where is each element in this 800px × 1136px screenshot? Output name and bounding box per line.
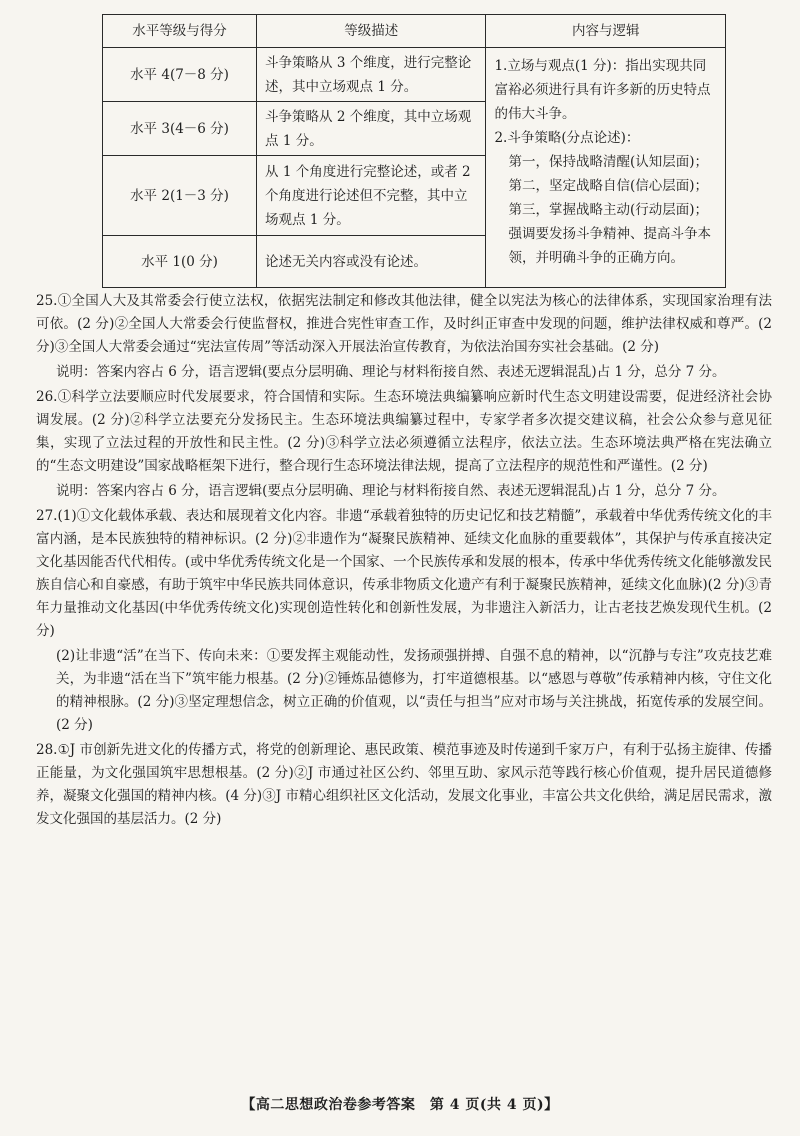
question-number: 26. [36,389,58,405]
answer-part-1: (1)①文化载体承载、表达和展现着文化内容。非遗“承载着独特的历史记忆和技艺精髓”，承载着中华优秀传统文化的丰富内涵，是本民族独特的精神标识。(2 分)②非遗作为“凝聚民族精神、延续文化血脉的重要载体”，其保护与传承直接决定文化基因能否代代相传。(或中华优秀传统文化是一个国家、一个民族传承和发展的根本，传承中华优秀传统文化能够激发民族自信心和自豪感，有助于筑牢中华民族共同体意识，传承非物质文化遗产有利于凝聚民族精神，延续文化血脉)(2 分)③青年力量推动文化基因(中华优秀传统文化)实现创造性转化和创新性发展，为非遗注入新活力，让古老技艺焕发现代生机。(2 分) [36,508,772,639]
logic-point-3: 第一，保持战略清醒(认知层面)；第二，坚定战略自信(信心层面)；第三，掌握战略主动(行动层面)；强调要发扬斗争精神、提高斗争本领，并明确斗争的正确方向。 [508,154,711,266]
logic-point-2: 2.斗争策略(分点论述)： [494,130,640,146]
answer-text: ①全国人大及其常委会行使立法权，依据宪法制定和修改其他法律，健全以宪法为核心的法律体系，实现国家治理有法可依。(2 分)②全国人大常委会行使监督权，推进合宪性审查工作，及时纠正审查中发现的问题，维护法律权威和尊严。(2 分)③全国人大常委会通过“宪法宣传周”等活动深入开展法治宣传教育，为依法治国夯实社会基础。(2 分) [36,293,772,355]
answer-27 [36,505,772,643]
question-number: 27. [36,508,58,524]
logic-point-1: 1.立场与观点(1 分)：指出实现共同富裕必须进行具有许多新的历史特点的伟大斗争。 [494,58,711,122]
description-cell: 从 1 个角度进行完整论述，或者 2 个角度进行论述但不完整，其中立场观点 1 分。 [257,156,486,236]
level-cell: 水平 3(4－6 分) [103,102,257,156]
answer-text: ①J 市创新先进文化的传播方式，将党的创新理论、惠民政策、模范事迹及时传递到千家万户，有利于弘扬主旋律、传播正能量，为文化强国筑牢思想根基。(2 分)②J 市通过社区公约、邻里互助、家风示范等践行核心价值观，提升居民道德修养，凝聚文化强国的精神内核。(4 分)③J 市精心组织社区文化活动，发展文化事业，丰富公共文化供给，满足居民需求，激发文化强国的基层活力。(2 分) [36,742,772,827]
level-cell: 水平 2(1－3 分) [103,156,257,236]
scoring-note: 说明：答案内容占 6 分，语言逻辑(要点分层明确、理论与材料衔接自然、表述无逻辑混乱)占 1 分，总分 7 分。 [56,364,726,380]
answer-25 [36,290,772,359]
table-header-row [103,15,726,48]
table-row [103,48,726,102]
description-cell: 斗争策略从 3 个维度，进行完整论述，其中立场观点 1 分。 [257,48,486,102]
header-logic: 内容与逻辑 [486,15,726,48]
question-number: 25. [36,293,58,309]
logic-cell [486,48,726,288]
description-cell: 论述无关内容或没有论述。 [257,236,486,288]
header-description: 等级描述 [257,15,486,48]
level-cell: 水平 4(7－8 分) [103,48,257,102]
description-cell: 斗争策略从 2 个维度，其中立场观点 1 分。 [257,102,486,156]
answers-section [36,290,772,833]
answer-part-2: (2)让非遗“活”在当下、传向未来：①要发挥主观能动性，发扬顽强拼搏、自强不息的精神，以“沉静与专注”攻克技艺难关，为非遗“活在当下”筑牢能力根基。(2 分)②锤炼品德修为，打牢道德根基。以“感恩与尊敬”传承精神内核，守住文化的精神根脉。(2 分)③坚定理想信念，树立正确的价值观，以“责任与担当”应对市场与关注挑战，拓宽传承的发展空间。(2 分) [56,648,772,733]
answer-text: ①科学立法要顺应时代发展要求，符合国情和实际。生态环境法典编纂响应新时代生态文明建设需要，促进经济社会协调发展。(2 分)②科学立法要充分发扬民主。生态环境法典编纂过程中，专家学者多次提交建议稿，社会公众参与意见征集，实现了立法过程的开放性和民主性。(2 分)③科学立法必须遵循立法程序，依法立法。生态环境法典严格在宪法确立的“生态文明建设”国家战略框架下进行，整合现行生态环境法律法规，提高了立法程序的规范性和严谨性。(2 分) [36,389,772,474]
scoring-note: 说明：答案内容占 6 分，语言逻辑(要点分层明确、理论与材料衔接自然、表述无逻辑混乱)占 1 分，总分 7 分。 [56,483,726,499]
page-footer: 【高二思想政治卷参考答案 第 4 页(共 4 页)】 [241,1097,559,1113]
answer-28 [36,739,772,831]
grading-rubric-table [102,14,726,288]
question-number: 28. [36,742,58,758]
header-level: 水平等级与得分 [103,15,257,48]
answer-26 [36,386,772,478]
level-cell: 水平 1(0 分) [103,236,257,288]
